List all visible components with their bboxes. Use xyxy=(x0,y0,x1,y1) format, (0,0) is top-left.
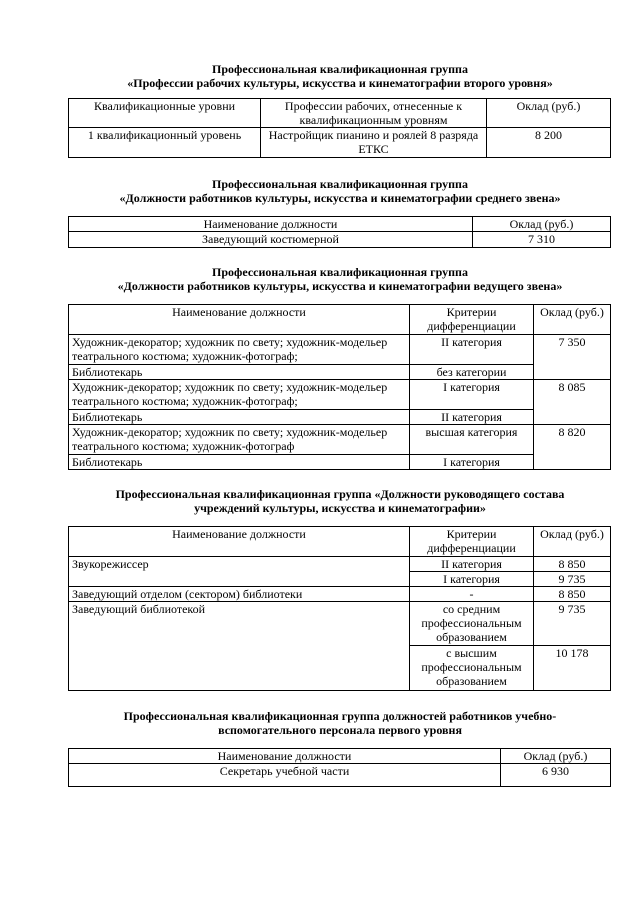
header-cell: Оклад (руб.) xyxy=(473,217,611,232)
criteria-cell: без категории xyxy=(410,365,534,380)
salary-cell: 9 735 xyxy=(534,602,611,646)
salary-cell: 8 200 xyxy=(487,128,611,158)
salary-cell: 8 850 xyxy=(534,587,611,602)
section1-heading xyxy=(60,62,620,90)
section4-title-line2: учреждений культуры, искусства и кинематографии» xyxy=(194,501,486,515)
section5-heading xyxy=(60,709,620,737)
position-cell: Заведующий костюмерной xyxy=(69,232,473,248)
position-cell: Секретарь учебной части xyxy=(69,764,501,787)
section2-heading xyxy=(60,177,620,205)
section5-title-line2: вспомогательного персонала первого уровня xyxy=(218,723,462,737)
table-row xyxy=(69,455,611,470)
section4-title-line1: Профессиональная квалификационная группа «Должности руководящего состава xyxy=(115,487,565,501)
salary-cell: 9 735 xyxy=(534,572,611,587)
criteria-cell: II категория xyxy=(410,335,534,365)
section4-heading xyxy=(60,487,620,515)
table-row xyxy=(69,602,611,646)
criteria-cell: I категория xyxy=(410,380,534,410)
section5-table xyxy=(68,748,611,787)
header-cell: Оклад (руб.) xyxy=(534,527,611,557)
position-cell: Библиотекарь xyxy=(69,455,410,470)
section1-table xyxy=(68,98,611,158)
salary-cell: 10 178 xyxy=(534,646,611,691)
criteria-cell: - xyxy=(410,587,534,602)
header-cell: Оклад (руб.) xyxy=(487,99,611,128)
header-cell: Оклад (руб.) xyxy=(534,305,611,335)
section3-table xyxy=(68,304,611,470)
position-cell: Заведующий библиотекой xyxy=(69,602,410,691)
header-cell: Профессии рабочих, отнесенные к квалификационным уровням xyxy=(261,99,487,128)
section1-title-line2: «Профессии рабочих культуры, искусства и кинематографии второго уровня» xyxy=(127,76,553,90)
section1-title-line1: Профессиональная квалификационная группа xyxy=(212,62,468,76)
salary-cell: 7 350 xyxy=(534,335,611,380)
header-cell: Критерии дифференциации xyxy=(410,527,534,557)
table-row xyxy=(69,587,611,602)
position-cell: Заведующий отделом (сектором) библиотеки xyxy=(69,587,410,602)
table-row xyxy=(69,128,611,158)
salary-cell: 8 850 xyxy=(534,557,611,572)
header-cell: Наименование должности xyxy=(69,527,410,557)
header-cell: Квалификационные уровни xyxy=(69,99,261,128)
header-cell: Наименование должности xyxy=(69,749,501,764)
position-cell: Художник-декоратор; художник по свету; художник-модельер театрального костюма; художник-фотограф xyxy=(69,425,410,455)
header-cell: Оклад (руб.) xyxy=(501,749,611,764)
level-cell: 1 квалификационный уровень xyxy=(69,128,261,158)
header-cell: Критерии дифференциации xyxy=(410,305,534,335)
table-header-row xyxy=(69,749,611,764)
position-cell: Художник-декоратор; художник по свету; художник-модельер театрального костюма; художник-фотограф; xyxy=(69,380,410,410)
table-row xyxy=(69,232,611,248)
salary-cell: 6 930 xyxy=(501,764,611,787)
section2-table xyxy=(68,216,611,248)
table-header-row xyxy=(69,527,611,557)
table-header-row xyxy=(69,217,611,232)
criteria-cell: II категория xyxy=(410,410,534,425)
section3-title-line2: «Должности работников культуры, искусства и кинематографии ведущего звена» xyxy=(117,279,563,293)
criteria-cell: высшая категория xyxy=(410,425,534,455)
table-header-row xyxy=(69,99,611,128)
section2-title-line1: Профессиональная квалификационная группа xyxy=(212,177,468,191)
table-row xyxy=(69,365,611,380)
profession-cell: Настройщик пианино и роялей 8 разряда ЕТКС xyxy=(261,128,487,158)
salary-cell: 7 310 xyxy=(473,232,611,248)
criteria-cell: II категория xyxy=(410,557,534,572)
section2-title-line2: «Должности работников культуры, искусства и кинематографии среднего звена» xyxy=(119,191,561,205)
position-cell: Библиотекарь xyxy=(69,410,410,425)
criteria-cell: I категория xyxy=(410,455,534,470)
header-cell: Наименование должности xyxy=(69,217,473,232)
table-row xyxy=(69,557,611,572)
table-row xyxy=(69,425,611,455)
section3-title-line1: Профессиональная квалификационная группа xyxy=(212,265,468,279)
table-row xyxy=(69,380,611,410)
salary-cell: 8 820 xyxy=(534,425,611,470)
salary-cell: 8 085 xyxy=(534,380,611,425)
criteria-cell: со средним профессиональным образованием xyxy=(410,602,534,646)
section3-heading xyxy=(60,265,620,293)
table-row xyxy=(69,335,611,365)
position-cell: Библиотекарь xyxy=(69,365,410,380)
position-cell: Художник-декоратор; художник по свету; художник-модельер театрального костюма; художник-фотограф; xyxy=(69,335,410,365)
section4-table xyxy=(68,526,611,691)
criteria-cell: I категория xyxy=(410,572,534,587)
table-header-row xyxy=(69,305,611,335)
position-cell: Звукорежиссер xyxy=(69,557,410,587)
header-cell: Наименование должности xyxy=(69,305,410,335)
table-row xyxy=(69,410,611,425)
section5-title-line1: Профессиональная квалификационная группа должностей работников учебно- xyxy=(123,709,557,723)
table-row xyxy=(69,764,611,787)
criteria-cell: с высшим профессиональным образованием xyxy=(410,646,534,691)
